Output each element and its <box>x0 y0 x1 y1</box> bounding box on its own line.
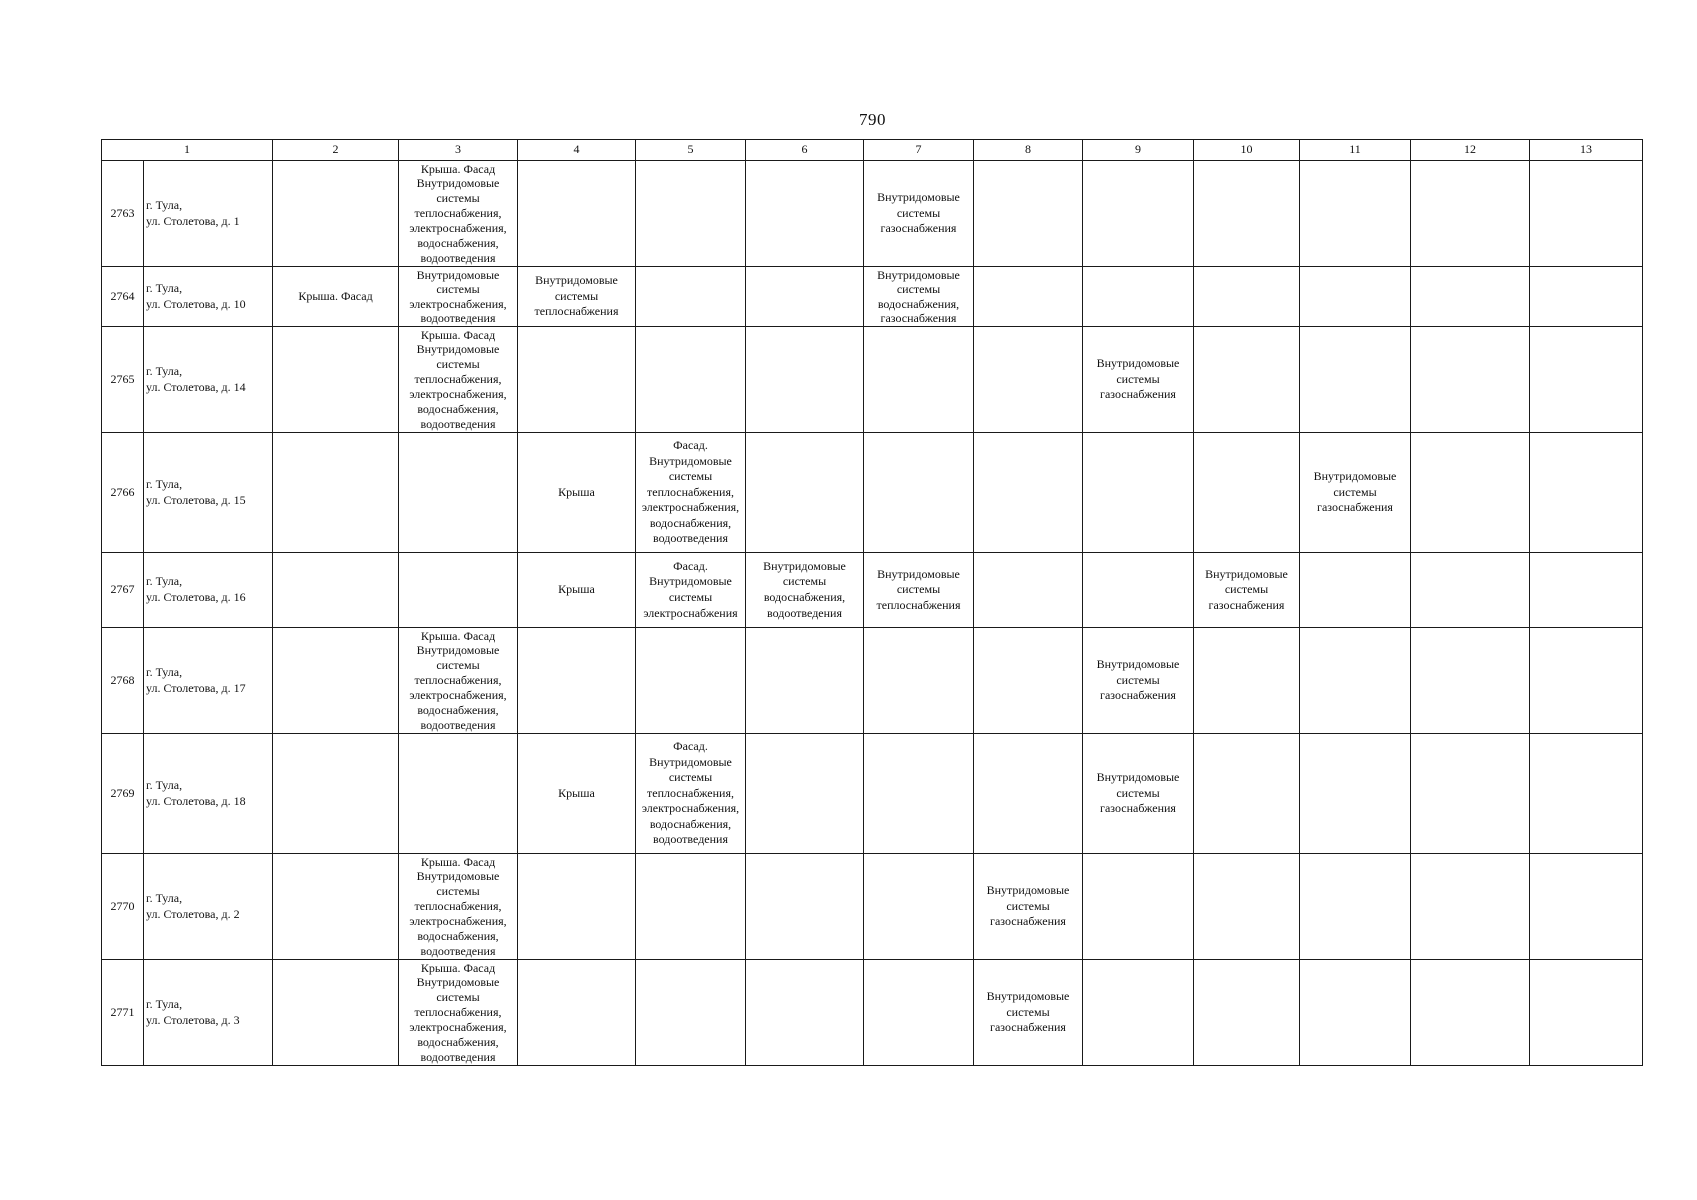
work-cell-col-9 <box>1083 854 1194 960</box>
table-row <box>102 161 1643 267</box>
work-description-line: системы <box>668 469 713 484</box>
work-description-line: Фасад. <box>673 738 708 753</box>
work-cell-col-2 <box>273 628 399 734</box>
work-description-line: системы <box>1006 1004 1050 1019</box>
work-cell-col-5 <box>636 734 746 854</box>
row-number-cell: 2768 <box>102 628 144 734</box>
table-row <box>102 433 1643 553</box>
work-cell-col-2 <box>273 553 399 628</box>
address-city: г. Тула, <box>146 890 183 905</box>
work-cell-col-8 <box>974 433 1083 553</box>
work-cell-col-10 <box>1194 628 1300 734</box>
header-cell: 7 <box>864 140 974 161</box>
address-cell <box>144 433 273 553</box>
work-description-line: системы <box>1224 582 1269 597</box>
work-description-line: водоснабжения, <box>417 235 499 250</box>
address-cell <box>144 628 273 734</box>
work-cell-col-2 <box>273 854 399 960</box>
work-description <box>636 434 745 552</box>
work-description-line: газоснабжения <box>1100 387 1176 402</box>
work-description-line: теплоснабжения, <box>414 372 502 387</box>
work-cell-col-10 <box>1194 854 1300 960</box>
work-description-line: газоснабжения <box>1100 801 1176 816</box>
work-description-line: системы <box>436 658 480 673</box>
row-number-cell: 2763 <box>102 161 144 267</box>
header-cell: 3 <box>399 140 518 161</box>
work-description-line: системы <box>436 282 480 296</box>
work-description-line: водоотведения <box>653 531 728 546</box>
work-cell-col-7 <box>864 553 974 628</box>
work-cell-col-12 <box>1411 628 1530 734</box>
work-cell-col-11 <box>1300 960 1411 1066</box>
work-cell-col-11 <box>1300 327 1411 433</box>
work-cell-col-5 <box>636 854 746 960</box>
work-cell-col-7 <box>864 854 974 960</box>
work-description-line: системы <box>1006 898 1050 913</box>
work-cell-col-9 <box>1083 960 1194 1066</box>
work-description-line: системы <box>1116 371 1160 386</box>
work-description-line: системы <box>896 582 941 597</box>
work-description-line: Крыша. Фасад <box>298 288 373 303</box>
work-description-line: газоснабжения <box>1100 688 1176 703</box>
work-description-line: Внутридомовые <box>416 267 500 282</box>
work-description <box>518 735 635 853</box>
work-description-line: Внутридомовые <box>1205 566 1288 581</box>
work-description-line: газоснабжения <box>1317 500 1393 515</box>
row-number-cell: 2770 <box>102 854 144 960</box>
work-description <box>1083 629 1193 733</box>
work-description-line: Внутридомовые <box>416 342 500 357</box>
work-cell-col-6 <box>746 734 864 854</box>
work-description-line: водоотведения <box>420 416 496 431</box>
work-description-line: теплоснабжения, <box>647 484 734 499</box>
work-description-line: Внутридомовые <box>877 566 960 581</box>
work-description-line: системы <box>896 282 941 296</box>
work-cell-col-4 <box>518 553 636 628</box>
work-description-line: Внутридомовые <box>763 558 846 573</box>
work-description <box>399 268 517 326</box>
work-cell-col-8 <box>974 267 1083 327</box>
work-description-line: системы <box>436 357 480 372</box>
work-cell-col-2 <box>273 734 399 854</box>
work-description-line: теплоснабжения <box>876 597 961 612</box>
work-description-line: водоотведения <box>420 1049 496 1064</box>
work-description-line: водоснабжения, <box>649 515 732 530</box>
work-cell-col-13 <box>1530 433 1643 553</box>
header-cell: 6 <box>746 140 864 161</box>
work-description <box>636 735 745 853</box>
work-cell-col-7 <box>864 161 974 267</box>
work-description <box>1300 434 1410 552</box>
work-cell-col-3 <box>399 433 518 553</box>
work-description-line: Крыша. Фасад <box>420 161 496 176</box>
work-description-line: Внутридомовые <box>1096 356 1180 371</box>
work-description-line: Крыша. Фасад <box>420 628 496 643</box>
work-cell-col-12 <box>1411 854 1530 960</box>
work-description-line: водоотведения <box>420 311 496 325</box>
row-number-cell: 2767 <box>102 553 144 628</box>
work-cell-col-11 <box>1300 854 1411 960</box>
work-cell-col-7 <box>864 433 974 553</box>
work-cell-col-6 <box>746 161 864 267</box>
work-description-line: теплоснабжения, <box>414 899 502 914</box>
work-cell-col-8 <box>974 327 1083 433</box>
table-row <box>102 553 1643 628</box>
work-description-line: системы <box>436 884 480 899</box>
work-cell-col-11 <box>1300 628 1411 734</box>
work-description-line: электроснабжения, <box>409 1019 507 1034</box>
address-street: ул. Столетова, д. 14 <box>146 379 246 394</box>
work-description <box>518 268 635 326</box>
work-cell-col-5 <box>636 327 746 433</box>
header-cell: 10 <box>1194 140 1300 161</box>
work-cell-col-2 <box>273 267 399 327</box>
work-cell-col-12 <box>1411 327 1530 433</box>
work-description-line: водоснабжения, <box>417 702 499 717</box>
work-cell-col-5 <box>636 960 746 1066</box>
work-cell-col-3 <box>399 327 518 433</box>
work-description-line: системы <box>1116 672 1160 687</box>
work-description <box>974 855 1082 959</box>
work-description-line: электроснабжения, <box>409 687 507 702</box>
table-row <box>102 327 1643 433</box>
work-description-line: водоотведения <box>767 605 842 620</box>
work-cell-col-5 <box>636 553 746 628</box>
work-description-line: системы <box>436 191 480 206</box>
work-description <box>399 629 517 733</box>
work-description-line: электроснабжения, <box>409 296 507 311</box>
work-cell-col-10 <box>1194 553 1300 628</box>
work-cell-col-10 <box>1194 161 1300 267</box>
address-city: г. Тула, <box>146 280 183 295</box>
work-description-line: теплоснабжения, <box>414 673 502 688</box>
work-cell-col-7 <box>864 734 974 854</box>
work-description-line: водоотведения <box>420 943 496 958</box>
work-cell-col-4 <box>518 327 636 433</box>
work-cell-col-11 <box>1300 161 1411 267</box>
work-cell-col-9 <box>1083 267 1194 327</box>
work-cell-col-12 <box>1411 433 1530 553</box>
work-description-line: Внутридомовые <box>877 267 960 282</box>
table-row <box>102 267 1643 327</box>
header-cell: 12 <box>1411 140 1530 161</box>
work-description <box>399 328 517 432</box>
work-description-line: водоотведения <box>420 250 496 265</box>
work-cell-col-4 <box>518 628 636 734</box>
work-description-line: водоснабжения, <box>649 816 732 831</box>
work-cell-col-9 <box>1083 553 1194 628</box>
work-description <box>864 268 973 326</box>
work-description-line: газоснабжения <box>990 1020 1066 1035</box>
row-number-cell: 2769 <box>102 734 144 854</box>
address-street: ул. Столетова, д. 3 <box>146 1012 240 1027</box>
work-cell-col-12 <box>1411 960 1530 1066</box>
work-cell-col-12 <box>1411 161 1530 267</box>
work-description-line: Внутридомовые <box>416 643 500 658</box>
work-description-line: Внутридомовые <box>535 273 618 288</box>
address-cell <box>144 734 273 854</box>
work-cell-col-8 <box>974 628 1083 734</box>
work-cell-col-9 <box>1083 628 1194 734</box>
work-description <box>1083 735 1193 853</box>
header-cell: 5 <box>636 140 746 161</box>
work-description-line: Крыша. Фасад <box>420 960 496 975</box>
work-description-line: электроснабжения, <box>409 913 507 928</box>
work-cell-col-13 <box>1530 553 1643 628</box>
repair-schedule-table <box>101 139 1643 1066</box>
address-city: г. Тула, <box>146 777 183 792</box>
work-description-line: электроснабжения, <box>409 386 507 401</box>
address-city: г. Тула, <box>146 664 183 679</box>
header-cell: 13 <box>1530 140 1643 161</box>
work-description <box>636 554 745 627</box>
header-cell: 4 <box>518 140 636 161</box>
work-cell-col-6 <box>746 327 864 433</box>
address-street: ул. Столетова, д. 2 <box>146 906 240 921</box>
work-cell-col-10 <box>1194 327 1300 433</box>
work-description-line: системы <box>1333 484 1377 499</box>
address-cell <box>144 960 273 1066</box>
table-row <box>102 628 1643 734</box>
work-description-line: Внутридомовые <box>986 989 1070 1004</box>
work-description-line: газоснабжения <box>880 311 957 325</box>
header-cell: 2 <box>273 140 399 161</box>
work-cell-col-4 <box>518 854 636 960</box>
address-city: г. Тула, <box>146 197 183 212</box>
work-cell-col-7 <box>864 327 974 433</box>
header-cell: 11 <box>1300 140 1411 161</box>
work-description <box>1194 554 1299 627</box>
work-cell-col-6 <box>746 433 864 553</box>
work-description <box>518 434 635 552</box>
work-description-line: электроснабжения <box>643 605 738 620</box>
work-description-line: водоснабжения, <box>417 401 499 416</box>
row-number-cell: 2766 <box>102 433 144 553</box>
work-description-line: системы <box>1116 785 1160 800</box>
work-description-line: газоснабжения <box>880 221 957 236</box>
work-cell-col-3 <box>399 960 518 1066</box>
work-description-line: Крыша. Фасад <box>420 854 496 869</box>
work-cell-col-6 <box>746 854 864 960</box>
work-description-line: системы <box>782 574 827 589</box>
work-description-line: теплоснабжения, <box>647 785 734 800</box>
work-cell-col-4 <box>518 734 636 854</box>
table-row <box>102 734 1643 854</box>
work-description-line: Внутридомовые <box>1096 770 1180 785</box>
work-cell-col-7 <box>864 960 974 1066</box>
work-description-line: водоотведения <box>653 832 728 847</box>
table-row <box>102 960 1643 1066</box>
row-number-cell: 2771 <box>102 960 144 1066</box>
work-cell-col-11 <box>1300 734 1411 854</box>
work-cell-col-4 <box>518 267 636 327</box>
work-cell-col-7 <box>864 628 974 734</box>
work-description-line: Крыша <box>558 484 595 499</box>
work-description-line: Фасад. <box>673 437 708 452</box>
work-cell-col-5 <box>636 628 746 734</box>
address-street: ул. Столетова, д. 15 <box>146 492 246 507</box>
work-description-line: Крыша <box>558 785 595 800</box>
work-description-line: Внутридомовые <box>1096 657 1180 672</box>
work-cell-col-11 <box>1300 553 1411 628</box>
work-description-line: теплоснабжения, <box>414 206 502 221</box>
address-cell <box>144 267 273 327</box>
work-description-line: системы <box>668 770 713 785</box>
work-cell-col-10 <box>1194 734 1300 854</box>
work-description-line: Фасад. <box>673 558 708 573</box>
work-cell-col-8 <box>974 734 1083 854</box>
address-city: г. Тула, <box>146 996 183 1011</box>
work-cell-col-3 <box>399 553 518 628</box>
work-description-line: водоснабжения, <box>763 590 846 604</box>
work-cell-col-13 <box>1530 161 1643 267</box>
work-cell-col-11 <box>1300 267 1411 327</box>
work-cell-col-6 <box>746 267 864 327</box>
work-description-line: Крыша <box>558 582 595 597</box>
work-description <box>1083 328 1193 432</box>
work-cell-col-9 <box>1083 734 1194 854</box>
work-cell-col-2 <box>273 161 399 267</box>
work-description <box>974 961 1082 1065</box>
work-description <box>399 162 517 266</box>
header-cell: 1 <box>102 140 273 161</box>
work-cell-col-13 <box>1530 628 1643 734</box>
work-description-line: электроснабжения, <box>641 801 740 816</box>
header-cell: 8 <box>974 140 1083 161</box>
work-description-line: теплоснабжения <box>534 304 619 319</box>
work-cell-col-5 <box>636 433 746 553</box>
work-description-line: системы <box>668 590 713 604</box>
work-cell-col-8 <box>974 960 1083 1066</box>
work-cell-col-2 <box>273 327 399 433</box>
work-cell-col-3 <box>399 628 518 734</box>
work-description-line: Внутридомовые <box>416 176 500 191</box>
work-description-line: электроснабжения, <box>409 220 507 235</box>
work-cell-col-4 <box>518 433 636 553</box>
work-description-line: водоотведения <box>420 717 496 732</box>
work-description-line: водоснабжения, <box>417 1034 499 1049</box>
work-cell-col-3 <box>399 267 518 327</box>
work-cell-col-13 <box>1530 267 1643 327</box>
work-cell-col-12 <box>1411 734 1530 854</box>
row-number-cell: 2764 <box>102 267 144 327</box>
header-row <box>102 140 1643 161</box>
work-cell-col-9 <box>1083 161 1194 267</box>
work-description <box>273 268 398 326</box>
address-street: ул. Столетова, д. 18 <box>146 793 246 808</box>
work-description <box>864 554 973 627</box>
work-description <box>746 554 863 627</box>
work-cell-col-3 <box>399 734 518 854</box>
work-description-line: Внутридомовые <box>1313 469 1397 484</box>
work-cell-col-5 <box>636 267 746 327</box>
address-street: ул. Столетова, д. 1 <box>146 213 240 228</box>
work-description <box>399 855 517 959</box>
work-description-line: системы <box>436 990 480 1005</box>
work-description <box>399 961 517 1065</box>
address-city: г. Тула, <box>146 476 183 491</box>
work-description-line: Внутридомовые <box>649 754 732 769</box>
work-description-line: Внутридомовые <box>416 975 500 990</box>
header-cell: 9 <box>1083 140 1194 161</box>
work-cell-col-11 <box>1300 433 1411 553</box>
work-cell-col-8 <box>974 161 1083 267</box>
work-cell-col-10 <box>1194 960 1300 1066</box>
work-description-line: газоснабжения <box>1208 597 1285 612</box>
work-description-line: системы <box>554 288 599 303</box>
address-cell <box>144 553 273 628</box>
work-cell-col-6 <box>746 553 864 628</box>
work-cell-col-2 <box>273 960 399 1066</box>
address-city: г. Тула, <box>146 363 183 378</box>
work-description-line: газоснабжения <box>990 914 1066 929</box>
work-cell-col-12 <box>1411 267 1530 327</box>
work-cell-col-2 <box>273 433 399 553</box>
work-cell-col-9 <box>1083 433 1194 553</box>
work-description-line: теплоснабжения, <box>414 1005 502 1020</box>
work-cell-col-6 <box>746 960 864 1066</box>
page-number: 790 <box>859 110 886 129</box>
work-cell-col-13 <box>1530 734 1643 854</box>
work-cell-col-3 <box>399 161 518 267</box>
table-row <box>102 854 1643 960</box>
work-cell-col-5 <box>636 161 746 267</box>
work-cell-col-7 <box>864 267 974 327</box>
work-cell-col-10 <box>1194 267 1300 327</box>
address-cell <box>144 854 273 960</box>
work-description-line: Внутридомовые <box>986 883 1070 898</box>
work-cell-col-10 <box>1194 433 1300 553</box>
work-cell-col-8 <box>974 854 1083 960</box>
work-description-line: Крыша. Фасад <box>420 327 496 342</box>
work-cell-col-13 <box>1530 960 1643 1066</box>
work-description <box>518 554 635 627</box>
work-cell-col-9 <box>1083 327 1194 433</box>
address-street: ул. Столетова, д. 17 <box>146 680 246 695</box>
work-description <box>864 162 973 266</box>
work-cell-col-4 <box>518 960 636 1066</box>
work-description-line: Внутридомовые <box>649 453 732 468</box>
address-cell <box>144 161 273 267</box>
work-description-line: водоснабжения, <box>417 928 499 943</box>
work-cell-col-8 <box>974 553 1083 628</box>
row-number-cell: 2765 <box>102 327 144 433</box>
work-cell-col-13 <box>1530 327 1643 433</box>
work-cell-col-4 <box>518 161 636 267</box>
work-cell-col-13 <box>1530 854 1643 960</box>
work-description-line: Внутридомовые <box>416 869 500 884</box>
address-city: г. Тула, <box>146 574 183 589</box>
work-cell-col-6 <box>746 628 864 734</box>
work-description-line: Внутридомовые <box>649 574 732 589</box>
work-description-line: системы <box>896 205 941 220</box>
work-cell-col-3 <box>399 854 518 960</box>
address-street: ул. Столетова, д. 16 <box>146 590 246 604</box>
address-street: ул. Столетова, д. 10 <box>146 296 246 311</box>
work-description-line: Внутридомовые <box>877 190 960 205</box>
work-cell-col-12 <box>1411 553 1530 628</box>
work-description-line: водоснабжения, <box>877 296 960 311</box>
work-description-line: электроснабжения, <box>641 500 740 515</box>
address-cell <box>144 327 273 433</box>
